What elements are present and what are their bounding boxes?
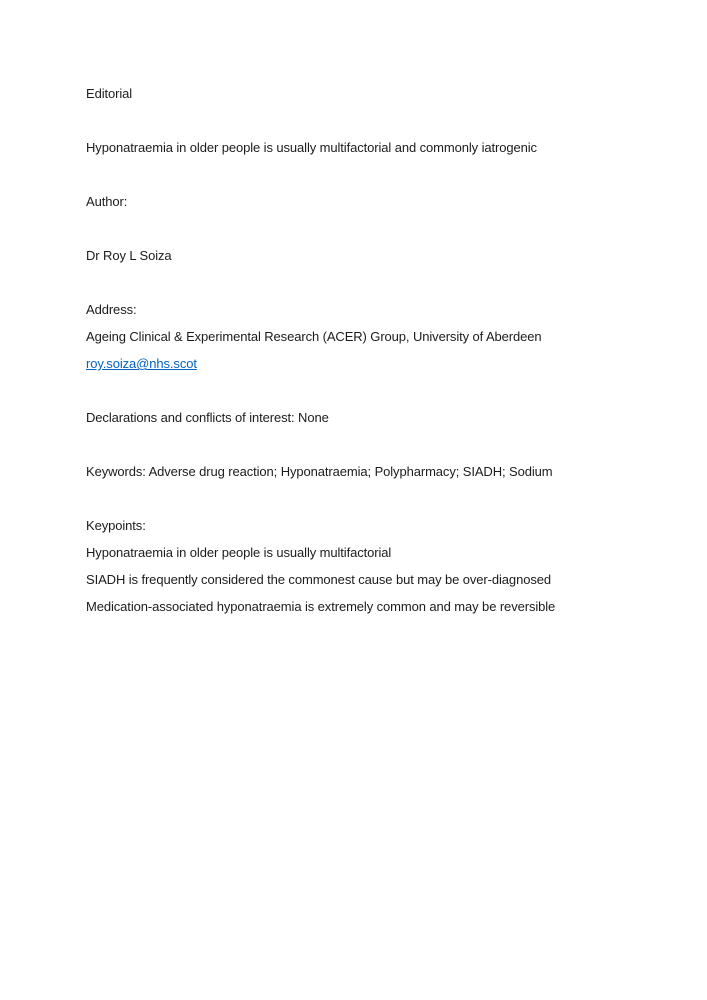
keypoint-item: SIADH is frequently considered the commonest cause but may be over-diagnosed: [86, 572, 551, 587]
author-label: Author:: [86, 194, 128, 209]
address-line: Ageing Clinical & Experimental Research (ACER) Group, University of Aberdeen: [86, 329, 542, 344]
address-label: Address:: [86, 302, 137, 317]
declarations-line: Declarations and conflicts of interest: None: [86, 410, 329, 425]
email-link[interactable]: roy.soiza@nhs.scot: [86, 356, 197, 371]
document-title: Hyponatraemia in older people is usually multifactorial and commonly iatrogenic: [86, 140, 537, 155]
section-label: Editorial: [86, 86, 133, 101]
email-line: [86, 350, 626, 377]
keywords-line: Keywords: Adverse drug reaction; Hyponatraemia; Polypharmacy; SIADH; Sodium: [86, 464, 553, 479]
keypoints-label: Keypoints:: [86, 518, 146, 533]
author-name: Dr Roy L Soiza: [86, 248, 172, 263]
keypoint-item: Medication-associated hyponatraemia is extremely common and may be reversible: [86, 599, 556, 614]
document-content: [86, 80, 626, 620]
keypoint-item: Hyponatraemia in older people is usually multifactorial: [86, 545, 392, 560]
